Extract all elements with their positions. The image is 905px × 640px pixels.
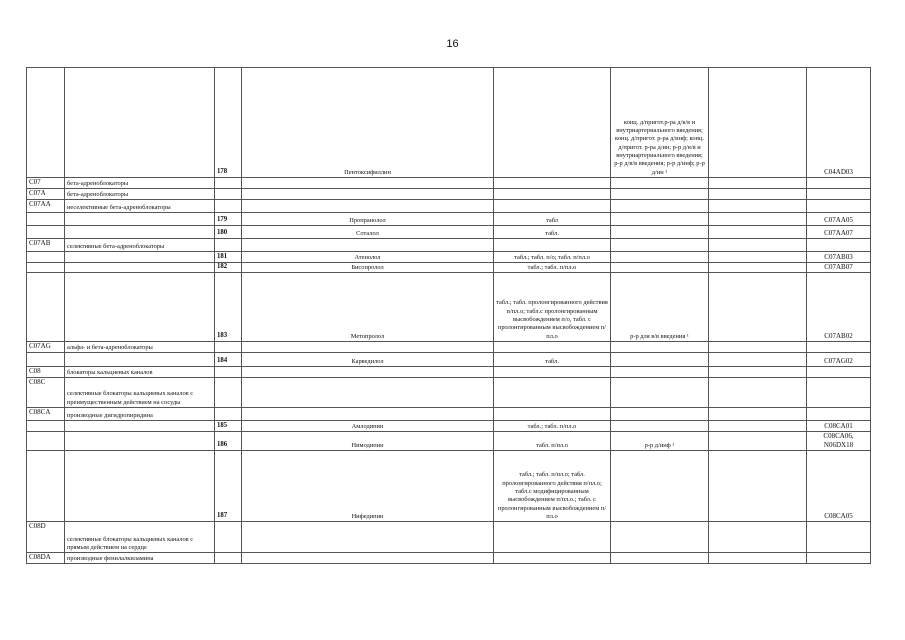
additional-dosage-form: р-р для в/в введения ¹ — [611, 273, 709, 342]
item-number: 180 — [215, 226, 242, 239]
item-number: 186 — [215, 432, 242, 451]
drug-name: Атенолол — [242, 252, 494, 263]
additional-dosage-form — [611, 342, 709, 353]
drug-name: Нимодипин — [242, 432, 494, 451]
dosage-form — [494, 200, 611, 213]
empty-cell — [709, 451, 807, 522]
additional-dosage-form — [611, 178, 709, 189]
item-number: 182 — [215, 263, 242, 273]
atc-group-code — [27, 353, 65, 367]
table-row — [27, 342, 871, 353]
pharmacological-group: неселективные бета-адреноблокаторы — [65, 200, 215, 213]
dosage-form: табл. — [494, 353, 611, 367]
atc-group-code: C07AG — [27, 342, 65, 353]
pharmacological-group: селективные бета-адреноблокаторы — [65, 239, 215, 252]
atc-group-code — [27, 263, 65, 273]
empty-cell — [709, 68, 807, 178]
empty-cell — [709, 353, 807, 367]
additional-dosage-form — [611, 213, 709, 226]
pharmacological-group — [65, 432, 215, 451]
item-number — [215, 367, 242, 378]
empty-cell — [709, 378, 807, 408]
atc-group-code — [27, 451, 65, 522]
table-row — [27, 353, 871, 367]
table-row — [27, 553, 871, 564]
item-number: 178 — [215, 68, 242, 178]
atc-code — [807, 189, 871, 200]
dosage-form: табл.; табл. п/о; табл. п/пл.о — [494, 252, 611, 263]
atc-code — [807, 342, 871, 353]
drug-name — [242, 189, 494, 200]
atc-code — [807, 367, 871, 378]
item-number: 181 — [215, 252, 242, 263]
atc-code: C07AA07 — [807, 226, 871, 239]
item-number — [215, 342, 242, 353]
atc-code — [807, 378, 871, 408]
pharmacological-group — [65, 226, 215, 239]
drug-name — [242, 178, 494, 189]
table-row — [27, 213, 871, 226]
table-row — [27, 178, 871, 189]
atc-code: C04AD03 — [807, 68, 871, 178]
atc-code: C07AB02 — [807, 273, 871, 342]
drug-name — [242, 342, 494, 353]
atc-group-code: C08C — [27, 378, 65, 408]
drug-name: Бисопролол — [242, 263, 494, 273]
additional-dosage-form — [611, 522, 709, 553]
pharmacological-group — [65, 451, 215, 522]
empty-cell — [709, 252, 807, 263]
drug-name — [242, 378, 494, 408]
drug-name — [242, 239, 494, 252]
pharmacological-group: блокаторы кальциевых каналов — [65, 367, 215, 378]
pharmacological-group: бета-адреноблокаторы — [65, 189, 215, 200]
pharmacological-group: альфа- и бета-адреноблокаторы — [65, 342, 215, 353]
drug-name — [242, 408, 494, 421]
atc-group-code — [27, 213, 65, 226]
drug-name — [242, 367, 494, 378]
drug-name — [242, 553, 494, 564]
additional-dosage-form — [611, 367, 709, 378]
dosage-form — [494, 68, 611, 178]
additional-dosage-form — [611, 451, 709, 522]
empty-cell — [709, 408, 807, 421]
pharmacological-group — [65, 213, 215, 226]
empty-cell — [709, 239, 807, 252]
atc-group-code: C07A — [27, 189, 65, 200]
drug-name: Пентоксифиллин — [242, 68, 494, 178]
empty-cell — [709, 432, 807, 451]
atc-code — [807, 553, 871, 564]
pharmacological-group: бета-адреноблокаторы — [65, 178, 215, 189]
dosage-form: табл.; табл. п/пл.о; табл. пролонгированного действия п/пл.о; табл.с модифицированным высвобождением п/пл.о.; табл. с пролонгированным высвобождением п/пл.о — [494, 451, 611, 522]
pharmacological-group — [65, 273, 215, 342]
empty-cell — [709, 421, 807, 432]
additional-dosage-form — [611, 553, 709, 564]
dosage-form: табл.; табл. пролонгированного действия п/пл.о; табл.с пролонгированным высвобождением п/о, табл. с пролонгированным высвобождением п/пл.о — [494, 273, 611, 342]
item-number: 183 — [215, 273, 242, 342]
additional-dosage-form — [611, 353, 709, 367]
atc-code: C07AG02 — [807, 353, 871, 367]
pharmacological-group: производные фенилалкиламина — [65, 553, 215, 564]
item-number — [215, 189, 242, 200]
drug-name: Соталол — [242, 226, 494, 239]
drug-name: Амлодипин — [242, 421, 494, 432]
additional-dosage-form — [611, 378, 709, 408]
additional-dosage-form: р-р д/инф ¹ — [611, 432, 709, 451]
pharmacological-group — [65, 252, 215, 263]
item-number: 185 — [215, 421, 242, 432]
dosage-form: табл — [494, 213, 611, 226]
empty-cell — [709, 263, 807, 273]
dosage-form: табл. п/пл.о — [494, 432, 611, 451]
dosage-form: табл.; табл. п/пл.о — [494, 421, 611, 432]
page-number: 16 — [446, 38, 459, 50]
atc-group-code: C07AA — [27, 200, 65, 213]
drug-name — [242, 200, 494, 213]
additional-dosage-form — [611, 226, 709, 239]
pharmacological-group: селективные блокаторы кальциевых каналов с прямым действием на сердце — [65, 522, 215, 553]
drug-name: Нифедипин — [242, 451, 494, 522]
drug-table — [26, 67, 871, 564]
dosage-form — [494, 239, 611, 252]
additional-dosage-form — [611, 252, 709, 263]
atc-code: C08CA05 — [807, 451, 871, 522]
item-number: 179 — [215, 213, 242, 226]
table-row — [27, 451, 871, 522]
pharmacological-group — [65, 353, 215, 367]
additional-dosage-form — [611, 189, 709, 200]
item-number — [215, 378, 242, 408]
empty-cell — [709, 189, 807, 200]
dosage-form — [494, 367, 611, 378]
empty-cell — [709, 273, 807, 342]
item-number: 187 — [215, 451, 242, 522]
pharmacological-group: селективные блокаторы кальциевых каналов с преимущественным действием на сосуды — [65, 378, 215, 408]
dosage-form — [494, 189, 611, 200]
empty-cell — [709, 226, 807, 239]
table-row — [27, 189, 871, 200]
additional-dosage-form: конц. д/пригот.р-ра д/в/в и внутриартериального введения; конц. д/пригот. р-ра д/инф; конц. д/пригот. р-ра д/ин; р-р д/в/в и внутриартериального введения; р-р д/в/в введения; р-р д/инф; р-р д/ин ¹ — [611, 68, 709, 178]
atc-code — [807, 200, 871, 213]
item-number — [215, 408, 242, 421]
atc-group-code — [27, 273, 65, 342]
dosage-form — [494, 378, 611, 408]
additional-dosage-form — [611, 200, 709, 213]
atc-group-code: C08 — [27, 367, 65, 378]
table-row — [27, 421, 871, 432]
atc-code: C08CA01 — [807, 421, 871, 432]
dosage-form — [494, 342, 611, 353]
table-row — [27, 200, 871, 213]
pharmacological-group: производные дигидропиридина — [65, 408, 215, 421]
atc-code: C07AB07 — [807, 263, 871, 273]
atc-code: C08CA06, N06DX18 — [807, 432, 871, 451]
pharmacological-group — [65, 421, 215, 432]
atc-code — [807, 408, 871, 421]
atc-group-code — [27, 432, 65, 451]
pharmacological-group — [65, 68, 215, 178]
dosage-form: табл.; табл. п/пл.о — [494, 263, 611, 273]
dosage-form — [494, 553, 611, 564]
table-row — [27, 522, 871, 553]
empty-cell — [709, 367, 807, 378]
additional-dosage-form — [611, 421, 709, 432]
table-row — [27, 432, 871, 451]
drug-name: Метопролол — [242, 273, 494, 342]
item-number: 184 — [215, 353, 242, 367]
atc-group-code: C08D — [27, 522, 65, 553]
table-row — [27, 367, 871, 378]
atc-code — [807, 239, 871, 252]
table-row — [27, 263, 871, 273]
empty-cell — [709, 522, 807, 553]
table-row — [27, 68, 871, 178]
table-row — [27, 378, 871, 408]
drug-name: Карведилол — [242, 353, 494, 367]
additional-dosage-form — [611, 263, 709, 273]
atc-group-code — [27, 252, 65, 263]
atc-code — [807, 178, 871, 189]
drug-name: Пропранолол — [242, 213, 494, 226]
atc-group-code: C08DA — [27, 553, 65, 564]
empty-cell — [709, 178, 807, 189]
empty-cell — [709, 553, 807, 564]
empty-cell — [709, 200, 807, 213]
atc-code: C07AB03 — [807, 252, 871, 263]
additional-dosage-form — [611, 408, 709, 421]
atc-group-code: C07AB — [27, 239, 65, 252]
dosage-form: табл. — [494, 226, 611, 239]
item-number — [215, 522, 242, 553]
table-row — [27, 239, 871, 252]
atc-group-code — [27, 68, 65, 178]
drug-name — [242, 522, 494, 553]
item-number — [215, 200, 242, 213]
item-number — [215, 178, 242, 189]
atc-group-code — [27, 226, 65, 239]
atc-code — [807, 522, 871, 553]
item-number — [215, 553, 242, 564]
table-row — [27, 226, 871, 239]
item-number — [215, 239, 242, 252]
table-row — [27, 273, 871, 342]
atc-group-code: C08CA — [27, 408, 65, 421]
atc-group-code — [27, 421, 65, 432]
atc-code: C07AA05 — [807, 213, 871, 226]
empty-cell — [709, 213, 807, 226]
dosage-form — [494, 408, 611, 421]
empty-cell — [709, 342, 807, 353]
table-row — [27, 252, 871, 263]
dosage-form — [494, 522, 611, 553]
table-row — [27, 408, 871, 421]
additional-dosage-form — [611, 239, 709, 252]
atc-group-code: C07 — [27, 178, 65, 189]
pharmacological-group — [65, 263, 215, 273]
dosage-form — [494, 178, 611, 189]
